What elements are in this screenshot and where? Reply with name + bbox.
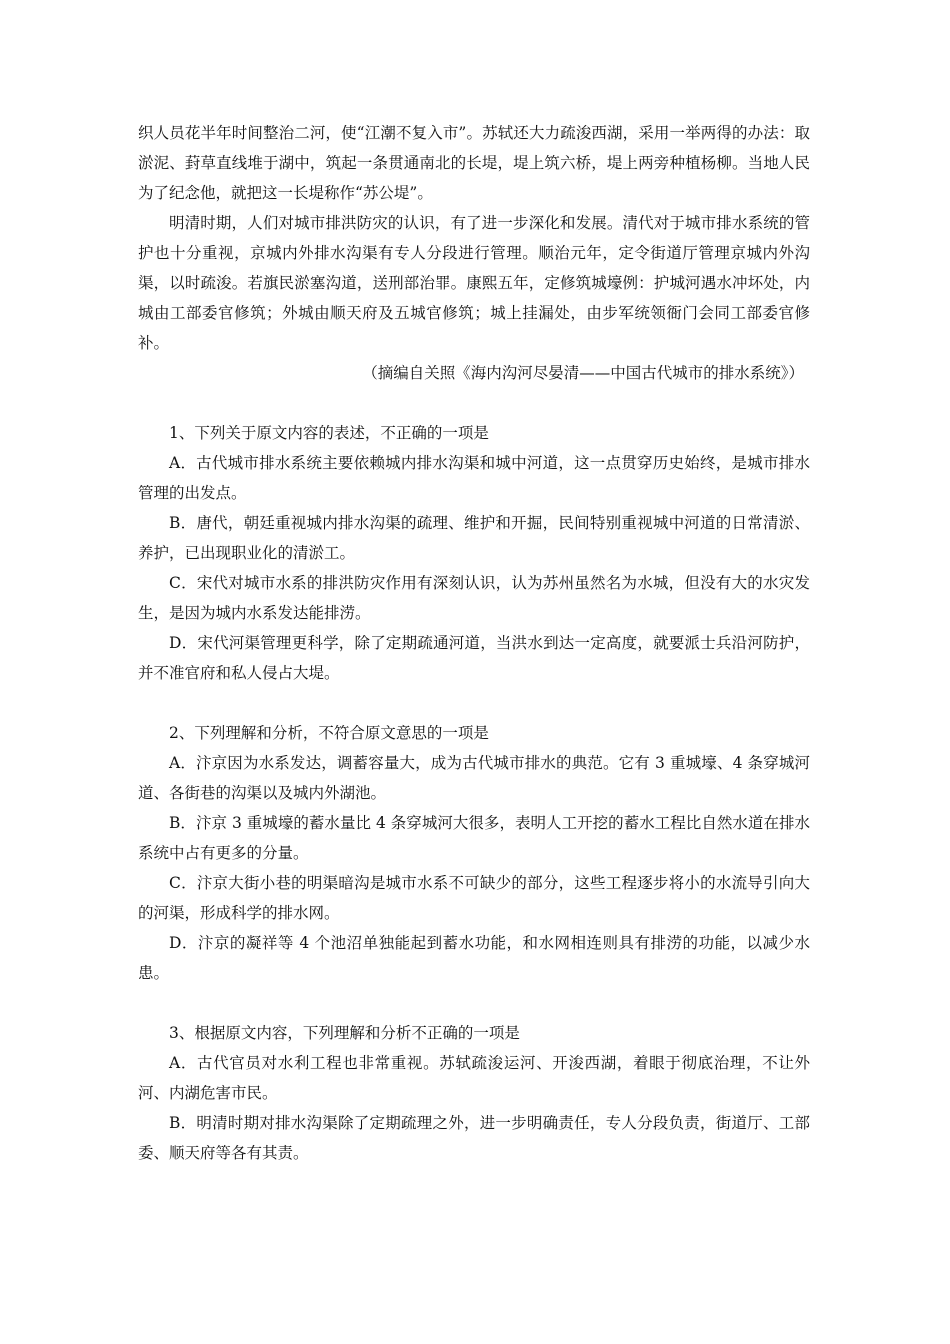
question-1: [138, 418, 810, 688]
option-b: B．唐代，朝廷重视城内排水沟渠的疏理、维护和开掘，民间特别重视城中河道的日常清淤、养护，已出现职业化的清淤工。: [138, 514, 810, 562]
option-a: A．古代城市排水系统主要依赖城内排水沟渠和城中河道，这一点贯穿历史始终，是城市排水管理的出发点。: [138, 454, 810, 502]
question-2: [138, 718, 810, 988]
option-a: A．汴京因为水系发达，调蓄容量大，成为古代城市排水的典范。它有 3 重城壕、4 条穿城河道、各街巷的沟渠以及城内外湖池。: [138, 754, 810, 802]
question-stem: 3、根据原文内容，下列理解和分析不正确的一项是: [169, 1024, 520, 1042]
option-d: D．宋代河渠管理更科学，除了定期疏通河道，当洪水到达一定高度，就要派士兵沿河防护，并不准官府和私人侵占大堤。: [138, 634, 810, 682]
spacer: [138, 988, 810, 1018]
spacer: [138, 388, 810, 418]
question-stem: 1、下列关于原文内容的表述，不正确的一项是: [169, 424, 489, 442]
question-3: [138, 1018, 810, 1168]
document-page: [138, 118, 810, 1168]
passage-paragraph-1: 织人员花半年时间整治二河，使“江潮不复入市”。苏轼还大力疏浚西湖，采用一举两得的办法：取淤泥、葑草直线堆于湖中，筑起一条贯通南北的长堤，堤上筑六桥，堤上两旁种植杨柳。当地人民为了纪念他，就把这一长堤称作“苏公堤”。: [138, 124, 810, 202]
passage-source: （摘编自关照《海内沟河尽晏清——中国古代城市的排水系统》）: [362, 364, 804, 382]
option-d: D．汴京的凝祥等 4 个池沼单独能起到蓄水功能，和水网相连则具有排涝的功能，以减少水患。: [138, 934, 810, 982]
option-a: A．古代官员对水利工程也非常重视。苏轼疏浚运河、开浚西湖，着眼于彻底治理，不让外河、内湖危害市民。: [138, 1054, 810, 1102]
passage-paragraph-2: 明清时期，人们对城市排洪防灾的认识，有了进一步深化和发展。清代对于城市排水系统的管护也十分重视，京城内外排水沟渠有专人分段进行管理。顺治元年，定令街道厅管理京城内外沟渠，以时疏浚。若旗民淤塞沟道，送刑部治罪。康熙五年，定修筑城壕例：护城河遇水冲坏处，内城由工部委官修筑；外城由顺天府及五城官修筑；城上挂漏处，由步军统领衙门会同工部委官修补。: [138, 214, 810, 352]
option-b: B．明清时期对排水沟渠除了定期疏理之外，进一步明确责任，专人分段负责，街道厅、工部委、顺天府等各有其责。: [138, 1114, 810, 1162]
question-stem: 2、下列理解和分析，不符合原文意思的一项是: [169, 724, 489, 742]
spacer: [138, 688, 810, 718]
option-c: C．汴京大街小巷的明渠暗沟是城市水系不可缺少的部分，这些工程逐步将小的水流导引向大的河渠，形成科学的排水网。: [138, 874, 810, 922]
option-c: C．宋代对城市水系的排洪防灾作用有深刻认识，认为苏州虽然名为水城，但没有大的水灾发生，是因为城内水系发达能排涝。: [138, 574, 810, 622]
option-b: B．汴京 3 重城壕的蓄水量比 4 条穿城河大很多，表明人工开挖的蓄水工程比自然水道在排水系统中占有更多的分量。: [138, 814, 810, 862]
